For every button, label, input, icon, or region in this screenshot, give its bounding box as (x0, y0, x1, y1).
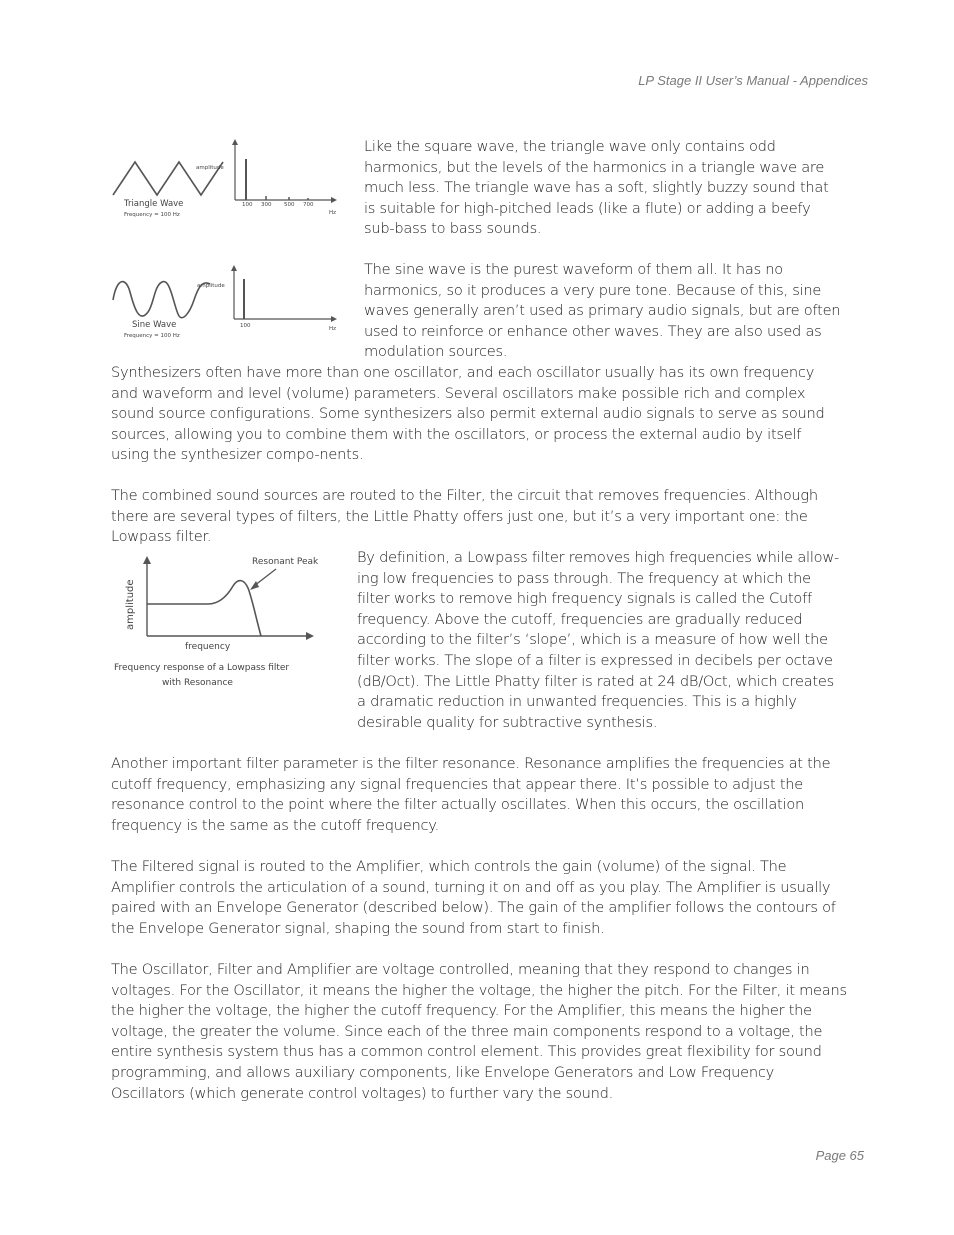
triangle-wave-caption: Frequency = 100 Hz (124, 212, 180, 218)
resonant-peak-label: Resonant Peak (252, 557, 319, 567)
sine-axis-y-label: amplitude (197, 283, 225, 289)
paragraph-sine-wave: The sine wave is the purest waveform of them all. It has no harmonics, so it produces a very pure tone. Because of this, sine waves generally aren’t used as primary audio signals, but are often used to reinforce or enhance other waves. They are also used as modulation sources. (364, 261, 841, 361)
triangle-wave-figure (110, 138, 346, 222)
sine-axis-x-label: Hz (329, 326, 337, 332)
sine-wave-caption: Frequency = 100 Hz (124, 333, 180, 339)
lowpass-caption-line-2: with Resonance (162, 678, 233, 688)
sine-tick: 100 (240, 323, 251, 329)
paragraph-amplifier: The Filtered signal is routed to the Amplifier, which controls the gain (volume) of the signal. The Amplifier controls the articulation of a sound, turning it on and off as you play. The Amplifier is usually paired with an Envelope Generator (described below). The gain of the amplifier follows the contours of the Envelope Generator signal, shaping the sound from start to finish. (111, 858, 836, 937)
paragraph-voltage-control: The Oscillator, Filter and Amplifier are voltage controlled, meaning that they respond to changes in voltages. For the Oscillator, it means the higher the voltage, the higher the pitch. For the Filter, it means the higher the voltage, the higher the cutoff frequency. For the Amplifier, this means the higher the voltage, the greater the volume. Since each of the three main components respond to a voltage, the entire synthesis system thus has a common control element. This provides great flexibility for sound programming, and allows auxiliary components, like Envelope Generators and Low Frequency Oscillators (which generate control voltages) to further vary the sound. (111, 961, 847, 1102)
running-header: LP Stage II User’s Manual - Appendices (638, 73, 868, 88)
triangle-axis-x-label: Hz (329, 210, 337, 216)
triangle-axis-y-label: amplitude (196, 165, 224, 171)
lowpass-axis-y-label: amplitude (125, 579, 136, 630)
paragraph-triangle-wave: Like the square wave, the triangle wave only contains odd harmonics, but the levels of the harmonics in a triangle wave are much less. The triangle wave has a soft, slightly buzzy sound that is suitable for high-pitched leads (like a flute) or adding a beefy sub-bass to bass sounds. (364, 138, 829, 238)
page-number: Page 65 (815, 1148, 864, 1163)
triangle-wave-name: Triangle Wave (124, 199, 184, 209)
triangle-tick: 500 (284, 202, 295, 208)
triangle-tick: 100 (242, 202, 253, 208)
paragraph-oscillators: Synthesizers often have more than one oscillator, and each oscillator usually has its own frequency and waveform and level (volume) parameters. Several oscillators make possible rich and complex sound source configurations. Some synthesizers also permit external audio signals to serve as sound sources, allowing you to combine them with the oscillators, or process the external audio by itself using the synthesizer compo-nents. (111, 364, 825, 464)
lowpass-caption-line-1: Frequency response of a Lowpass filter (114, 663, 290, 673)
triangle-tick: 300 (261, 202, 272, 208)
paragraph-filter-intro: The combined sound sources are routed to the Filter, the circuit that removes frequencies. Although there are several types of filters, the Little Phatty offers just one, but it’s a very important one: the Lowpass filter. (111, 487, 818, 546)
lowpass-response-curve (147, 581, 261, 636)
triangle-tick: 700 (303, 202, 314, 208)
sine-wave-figure (110, 262, 346, 342)
lowpass-response-figure (110, 548, 332, 694)
sine-wave-name: Sine Wave (132, 320, 177, 330)
paragraph-lowpass: By definition, a Lowpass filter removes high frequencies while allow-ing low frequencies to pass through. The frequency at which the filter works to remove high frequency signals is called the Cutoff frequency. Above the cutoff, frequencies are gradually reduced according to the filter’s ‘slope’, which is a measure of how well the filter works. The slope of a filter is expressed in decibels per octave (dB/Oct). The Little Phatty filter is rated at 24 dB/Oct, which creates a dramatic reduction in unwanted frequencies. This is a highly desirable quality for subtractive synthesis. (357, 549, 840, 731)
sine-waveform (113, 282, 210, 318)
paragraph-resonance: Another important filter parameter is the filter resonance. Resonance amplifies the frequencies at the cutoff frequency, emphasizing any signal frequencies that appear there. It’s possible to adjust the resonance control to the point where the filter actually oscillates. When this occurs, the oscillation frequency is the same as the cutoff frequency. (111, 755, 831, 834)
lowpass-axis-x-label: frequency (185, 642, 231, 652)
